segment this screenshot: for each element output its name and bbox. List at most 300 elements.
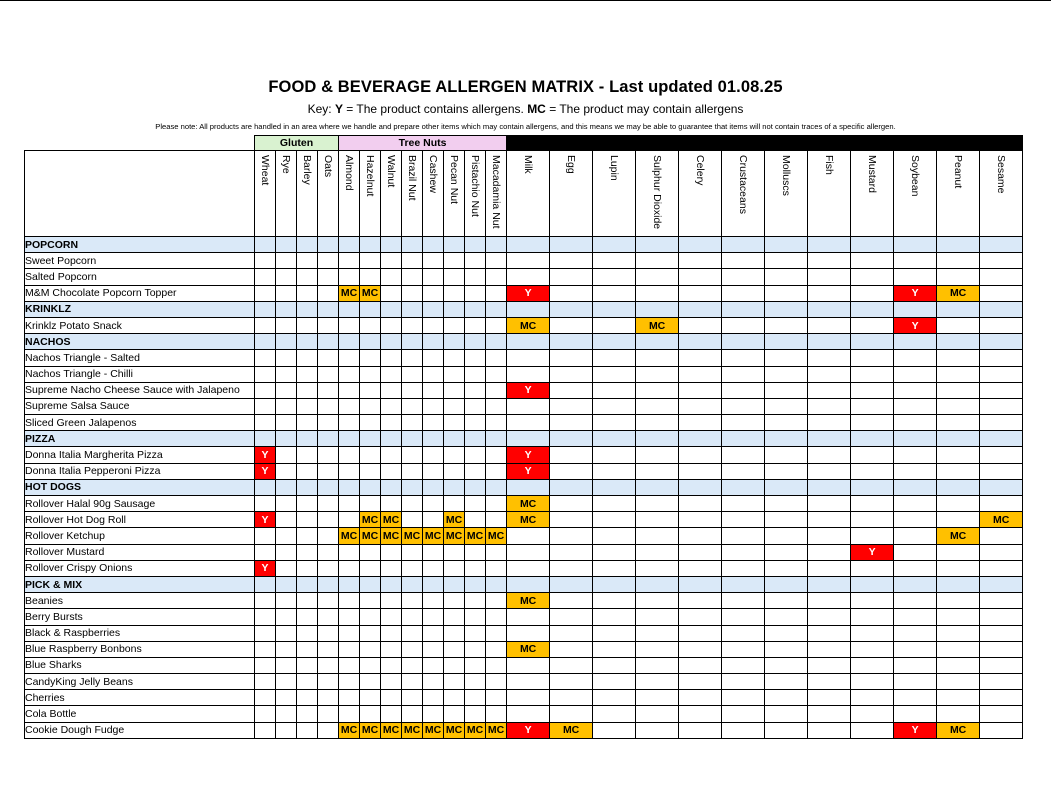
empty-cell xyxy=(318,609,339,625)
empty-cell xyxy=(402,463,423,479)
empty-cell xyxy=(423,609,444,625)
empty-cell xyxy=(894,560,937,576)
empty-cell xyxy=(980,593,1023,609)
empty-cell xyxy=(339,593,360,609)
allergen-header-pistachio-nut xyxy=(465,151,486,237)
section-blank-cell xyxy=(339,479,360,495)
allergen-label: Walnut xyxy=(385,155,397,188)
empty-cell xyxy=(808,674,851,690)
empty-cell xyxy=(722,366,765,382)
section-blank-cell xyxy=(402,301,423,317)
allergen-header-pecan-nut xyxy=(444,151,465,237)
section-blank-cell xyxy=(722,301,765,317)
allergen-label: Cashew xyxy=(427,155,439,193)
empty-cell xyxy=(894,350,937,366)
empty-cell xyxy=(381,415,402,431)
empty-cell xyxy=(255,657,276,673)
empty-cell xyxy=(465,706,486,722)
key-may-contain-symbol: MC xyxy=(527,102,546,116)
table-row xyxy=(25,625,1023,641)
section-blank-cell xyxy=(851,431,894,447)
section-blank-cell xyxy=(465,301,486,317)
empty-cell xyxy=(851,447,894,463)
empty-cell xyxy=(255,690,276,706)
allergen-cell-almond: MC xyxy=(339,722,360,738)
empty-cell xyxy=(444,657,465,673)
empty-cell xyxy=(550,447,593,463)
empty-cell xyxy=(593,690,636,706)
section-blank-cell xyxy=(486,334,507,350)
empty-cell xyxy=(297,593,318,609)
empty-cell xyxy=(402,706,423,722)
empty-cell xyxy=(255,706,276,722)
allergen-cell-hazelnut: MC xyxy=(360,285,381,301)
empty-cell xyxy=(318,560,339,576)
section-blank-cell xyxy=(276,301,297,317)
empty-cell xyxy=(318,285,339,301)
allergen-label: Almond xyxy=(343,155,355,191)
empty-cell xyxy=(550,350,593,366)
empty-cell xyxy=(593,447,636,463)
empty-cell xyxy=(722,544,765,560)
empty-cell xyxy=(402,350,423,366)
empty-cell xyxy=(297,269,318,285)
empty-cell xyxy=(465,560,486,576)
empty-cell xyxy=(593,415,636,431)
section-blank-cell xyxy=(381,479,402,495)
empty-cell xyxy=(980,528,1023,544)
allergen-header-barley xyxy=(297,151,318,237)
section-blank-cell xyxy=(636,301,679,317)
empty-cell xyxy=(402,657,423,673)
empty-cell xyxy=(937,512,980,528)
empty-cell xyxy=(276,528,297,544)
empty-cell xyxy=(507,609,550,625)
empty-cell xyxy=(402,674,423,690)
empty-cell xyxy=(276,657,297,673)
empty-cell xyxy=(444,625,465,641)
empty-cell xyxy=(381,625,402,641)
allergen-cell-sulphur-dioxide: MC xyxy=(636,317,679,333)
product-name: Berry Bursts xyxy=(25,609,255,625)
empty-cell xyxy=(402,398,423,414)
section-blank-cell xyxy=(255,431,276,447)
empty-cell xyxy=(255,674,276,690)
empty-cell xyxy=(318,625,339,641)
section-blank-cell xyxy=(318,479,339,495)
empty-cell xyxy=(851,382,894,398)
empty-cell xyxy=(894,253,937,269)
empty-cell xyxy=(465,544,486,560)
empty-cell xyxy=(318,350,339,366)
section-blank-cell xyxy=(297,576,318,592)
allergen-cell-cashew: MC xyxy=(423,528,444,544)
empty-cell xyxy=(636,706,679,722)
empty-cell xyxy=(360,317,381,333)
table-row xyxy=(25,447,1023,463)
section-row-popcorn xyxy=(25,237,1023,253)
empty-cell xyxy=(402,560,423,576)
empty-cell xyxy=(894,706,937,722)
empty-cell xyxy=(679,690,722,706)
allergen-header-brazil-nut xyxy=(402,151,423,237)
empty-cell xyxy=(297,463,318,479)
empty-cell xyxy=(381,350,402,366)
empty-cell xyxy=(360,350,381,366)
allergen-cell-hazelnut: MC xyxy=(360,528,381,544)
product-name: Blue Sharks xyxy=(25,657,255,673)
empty-cell xyxy=(765,463,808,479)
empty-cell xyxy=(507,528,550,544)
table-row xyxy=(25,641,1023,657)
empty-cell xyxy=(851,722,894,738)
empty-cell xyxy=(808,317,851,333)
empty-cell xyxy=(679,463,722,479)
empty-cell xyxy=(339,657,360,673)
empty-cell xyxy=(381,593,402,609)
empty-cell xyxy=(550,382,593,398)
section-blank-cell xyxy=(402,431,423,447)
empty-cell xyxy=(339,447,360,463)
empty-cell xyxy=(937,317,980,333)
empty-cell xyxy=(937,463,980,479)
empty-cell xyxy=(894,382,937,398)
section-blank-cell xyxy=(486,431,507,447)
section-blank-cell xyxy=(550,237,593,253)
allergen-label: Rye xyxy=(280,155,292,174)
empty-cell xyxy=(486,593,507,609)
empty-cell xyxy=(297,657,318,673)
empty-cell xyxy=(851,496,894,512)
empty-cell xyxy=(808,560,851,576)
empty-cell xyxy=(980,706,1023,722)
allergen-header-rye xyxy=(276,151,297,237)
empty-cell xyxy=(360,593,381,609)
empty-cell xyxy=(550,706,593,722)
section-blank-cell xyxy=(808,334,851,350)
empty-cell xyxy=(593,366,636,382)
empty-cell xyxy=(980,560,1023,576)
empty-cell xyxy=(679,722,722,738)
empty-cell xyxy=(444,269,465,285)
section-blank-cell xyxy=(465,431,486,447)
section-blank-cell xyxy=(444,431,465,447)
allergen-cell-almond: MC xyxy=(339,528,360,544)
section-blank-cell xyxy=(444,301,465,317)
empty-cell xyxy=(423,496,444,512)
empty-cell xyxy=(444,496,465,512)
section-blank-cell xyxy=(360,334,381,350)
empty-cell xyxy=(402,253,423,269)
empty-cell xyxy=(722,398,765,414)
empty-cell xyxy=(894,641,937,657)
allergen-cell-soybean: Y xyxy=(894,285,937,301)
empty-cell xyxy=(423,463,444,479)
allergen-cell-macadamia-nut: MC xyxy=(486,722,507,738)
empty-cell xyxy=(318,722,339,738)
allergen-cell-soybean: Y xyxy=(894,722,937,738)
empty-cell xyxy=(255,398,276,414)
section-blank-cell xyxy=(722,334,765,350)
empty-cell xyxy=(894,593,937,609)
empty-cell xyxy=(465,366,486,382)
empty-cell xyxy=(679,382,722,398)
empty-cell xyxy=(550,398,593,414)
empty-cell xyxy=(360,269,381,285)
allergen-cell-peanut: MC xyxy=(937,285,980,301)
table-row xyxy=(25,560,1023,576)
empty-cell xyxy=(423,285,444,301)
allergen-header-oats xyxy=(318,151,339,237)
empty-cell xyxy=(593,285,636,301)
empty-cell xyxy=(679,657,722,673)
empty-cell xyxy=(679,674,722,690)
section-blank-cell xyxy=(486,237,507,253)
section-blank-cell xyxy=(402,334,423,350)
empty-cell xyxy=(360,690,381,706)
empty-cell xyxy=(808,657,851,673)
empty-cell xyxy=(507,415,550,431)
table-row xyxy=(25,690,1023,706)
allergen-cell-pecan-nut: MC xyxy=(444,528,465,544)
key-contains-text: = The product contains allergens. xyxy=(342,102,528,116)
section-blank-cell xyxy=(593,301,636,317)
empty-cell xyxy=(318,496,339,512)
section-blank-cell xyxy=(937,576,980,592)
empty-cell xyxy=(937,706,980,722)
empty-cell xyxy=(507,398,550,414)
empty-cell xyxy=(894,512,937,528)
empty-cell xyxy=(636,625,679,641)
empty-cell xyxy=(255,285,276,301)
empty-cell xyxy=(276,447,297,463)
empty-cell xyxy=(937,609,980,625)
empty-cell xyxy=(636,722,679,738)
allergen-cell-walnut: MC xyxy=(381,512,402,528)
empty-cell xyxy=(507,690,550,706)
empty-cell xyxy=(894,674,937,690)
allergen-label: Peanut xyxy=(952,155,965,189)
empty-cell xyxy=(318,512,339,528)
empty-cell xyxy=(808,593,851,609)
empty-cell xyxy=(402,512,423,528)
section-blank-cell xyxy=(550,431,593,447)
empty-cell xyxy=(444,447,465,463)
section-blank-cell xyxy=(722,576,765,592)
section-blank-cell xyxy=(444,479,465,495)
empty-cell xyxy=(593,560,636,576)
empty-cell xyxy=(808,398,851,414)
empty-cell xyxy=(894,463,937,479)
empty-cell xyxy=(937,625,980,641)
section-blank-cell xyxy=(507,479,550,495)
empty-cell xyxy=(679,415,722,431)
empty-cell xyxy=(381,544,402,560)
empty-cell xyxy=(765,317,808,333)
table-row xyxy=(25,496,1023,512)
empty-cell xyxy=(679,366,722,382)
allergen-header-mustard xyxy=(851,151,894,237)
empty-cell xyxy=(980,609,1023,625)
section-blank-cell xyxy=(636,334,679,350)
empty-cell xyxy=(255,544,276,560)
empty-cell xyxy=(444,317,465,333)
allergen-cell-milk: Y xyxy=(507,285,550,301)
empty-cell xyxy=(593,398,636,414)
empty-cell xyxy=(318,706,339,722)
empty-cell xyxy=(339,690,360,706)
allergen-cell-peanut: MC xyxy=(937,528,980,544)
section-blank-cell xyxy=(679,237,722,253)
empty-cell xyxy=(937,496,980,512)
table-row xyxy=(25,722,1023,738)
empty-cell xyxy=(318,463,339,479)
empty-cell xyxy=(765,609,808,625)
section-label: PIZZA xyxy=(25,431,255,447)
empty-cell xyxy=(465,447,486,463)
empty-cell xyxy=(765,544,808,560)
empty-cell xyxy=(937,350,980,366)
empty-cell xyxy=(423,593,444,609)
allergen-label: Barley xyxy=(301,155,313,185)
empty-cell xyxy=(255,593,276,609)
section-blank-cell xyxy=(851,334,894,350)
section-blank-cell xyxy=(339,301,360,317)
empty-cell xyxy=(381,690,402,706)
section-blank-cell xyxy=(894,431,937,447)
empty-cell xyxy=(550,285,593,301)
allergen-cell-wheat: Y xyxy=(255,512,276,528)
empty-cell xyxy=(507,560,550,576)
empty-cell xyxy=(276,560,297,576)
empty-cell xyxy=(360,544,381,560)
empty-cell xyxy=(423,366,444,382)
allergen-label: Sesame xyxy=(995,155,1008,194)
empty-cell xyxy=(808,269,851,285)
empty-cell xyxy=(276,415,297,431)
empty-cell xyxy=(593,609,636,625)
section-blank-cell xyxy=(679,576,722,592)
empty-cell xyxy=(980,690,1023,706)
empty-cell xyxy=(276,350,297,366)
empty-cell xyxy=(980,398,1023,414)
empty-cell xyxy=(765,269,808,285)
empty-cell xyxy=(722,285,765,301)
section-blank-cell xyxy=(297,479,318,495)
empty-cell xyxy=(297,398,318,414)
section-blank-cell xyxy=(894,576,937,592)
section-blank-cell xyxy=(465,237,486,253)
section-blank-cell xyxy=(679,301,722,317)
empty-cell xyxy=(339,674,360,690)
section-blank-cell xyxy=(255,334,276,350)
empty-cell xyxy=(423,350,444,366)
empty-cell xyxy=(894,269,937,285)
empty-cell xyxy=(465,609,486,625)
section-blank-cell xyxy=(593,576,636,592)
allergen-note: Please note: All products are handled in an area where we handle and prepare other items which may contain allergens, and this means we may be able to guarantee that items will not contain traces of a specific allergen. xyxy=(155,122,896,131)
empty-cell xyxy=(255,641,276,657)
empty-cell xyxy=(636,285,679,301)
table-row xyxy=(25,674,1023,690)
empty-cell xyxy=(593,317,636,333)
empty-cell xyxy=(381,447,402,463)
empty-cell xyxy=(722,463,765,479)
empty-cell xyxy=(255,317,276,333)
empty-cell xyxy=(486,317,507,333)
allergen-cell-milk: Y xyxy=(507,382,550,398)
empty-cell xyxy=(255,722,276,738)
empty-cell xyxy=(851,674,894,690)
section-blank-cell xyxy=(255,301,276,317)
empty-cell xyxy=(486,544,507,560)
empty-cell xyxy=(423,625,444,641)
empty-cell xyxy=(722,528,765,544)
allergen-cell-hazelnut: MC xyxy=(360,722,381,738)
empty-cell xyxy=(851,415,894,431)
empty-cell xyxy=(636,674,679,690)
empty-cell xyxy=(851,528,894,544)
empty-cell xyxy=(636,609,679,625)
empty-cell xyxy=(593,674,636,690)
section-blank-cell xyxy=(980,301,1023,317)
empty-cell xyxy=(894,447,937,463)
empty-cell xyxy=(851,463,894,479)
empty-cell xyxy=(808,496,851,512)
product-name: Sweet Popcorn xyxy=(25,253,255,269)
empty-cell xyxy=(593,528,636,544)
empty-cell xyxy=(360,447,381,463)
empty-cell xyxy=(276,366,297,382)
empty-cell xyxy=(339,706,360,722)
table-row xyxy=(25,382,1023,398)
empty-cell xyxy=(722,625,765,641)
empty-cell xyxy=(486,447,507,463)
empty-cell xyxy=(297,544,318,560)
empty-cell xyxy=(297,560,318,576)
empty-cell xyxy=(465,593,486,609)
empty-cell xyxy=(423,253,444,269)
empty-cell xyxy=(894,415,937,431)
empty-cell xyxy=(679,269,722,285)
table-row xyxy=(25,528,1023,544)
allergen-header-soybean xyxy=(894,151,937,237)
allergen-label: Oats xyxy=(322,155,334,178)
empty-cell xyxy=(550,317,593,333)
empty-cell xyxy=(808,722,851,738)
allergen-cell-milk: MC xyxy=(507,512,550,528)
empty-cell xyxy=(276,706,297,722)
empty-cell xyxy=(808,350,851,366)
table-row xyxy=(25,657,1023,673)
empty-cell xyxy=(276,544,297,560)
empty-cell xyxy=(465,657,486,673)
empty-cell xyxy=(339,382,360,398)
empty-cell xyxy=(765,690,808,706)
section-blank-cell xyxy=(808,431,851,447)
product-name: Rollover Crispy Onions xyxy=(25,560,255,576)
empty-cell xyxy=(808,706,851,722)
empty-cell xyxy=(402,690,423,706)
empty-cell xyxy=(465,463,486,479)
section-blank-cell xyxy=(339,237,360,253)
section-blank-cell xyxy=(381,431,402,447)
empty-cell xyxy=(486,415,507,431)
empty-cell xyxy=(339,366,360,382)
allergen-label: Milk xyxy=(522,155,535,174)
empty-cell xyxy=(593,253,636,269)
empty-cell xyxy=(444,382,465,398)
